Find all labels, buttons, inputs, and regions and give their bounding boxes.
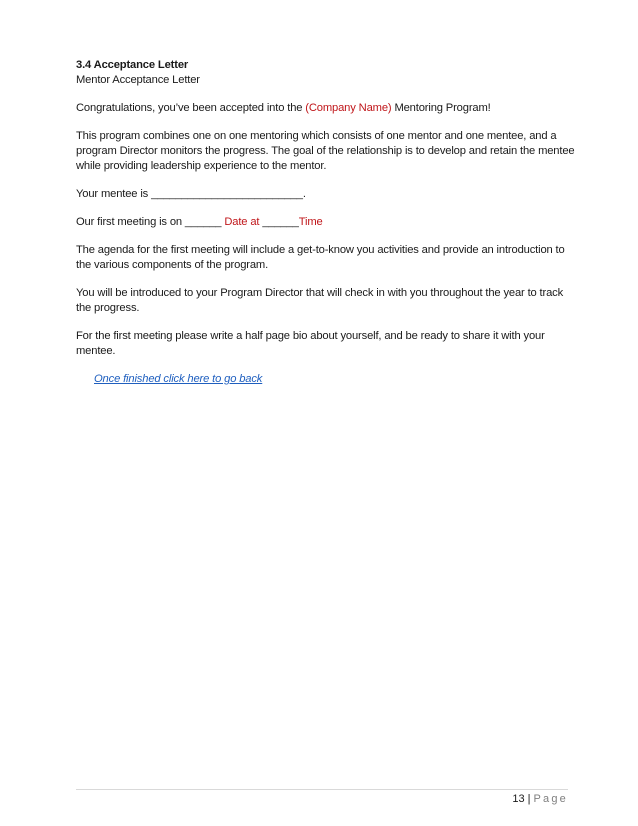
page-footer xyxy=(512,792,568,806)
page-number: 13 xyxy=(512,793,525,805)
go-back-link[interactable]: Once finished click here to go back xyxy=(94,373,263,385)
footer-separator: | xyxy=(527,793,531,805)
company-name-placeholder: (Company Name) xyxy=(305,102,392,114)
page-label: Page xyxy=(533,793,568,805)
meeting-blank: ______ xyxy=(259,216,299,228)
mentee-paragraph: Your mentee is _________________________. xyxy=(76,188,306,200)
congratulations-paragraph xyxy=(76,101,576,116)
agenda-paragraph: The agenda for the first meeting will include a get-to-know you activities and provide an introduction to the various components of the program. xyxy=(76,244,565,271)
page-content xyxy=(76,58,576,387)
program-name-text: Mentoring Program! xyxy=(391,102,491,114)
footer-divider xyxy=(76,789,568,790)
back-link-line xyxy=(76,372,576,387)
section-heading: 3.4 Acceptance Letter xyxy=(76,59,189,71)
meeting-time-placeholder: Time xyxy=(298,216,323,228)
meeting-text: Our first meeting is on ______ xyxy=(76,216,225,228)
first-meeting-paragraph xyxy=(76,215,576,230)
meeting-date-placeholder: Date at xyxy=(224,216,260,228)
program-description-paragraph: This program combines one on one mentoring which consists of one mentor and one mentee, and a program Director monitors the progress. The goal of the relationship is to develop and retain the mentee while providing leadership experience to the mentor. xyxy=(76,130,575,172)
section-subheading: Mentor Acceptance Letter xyxy=(76,74,200,86)
director-paragraph: You will be introduced to your Program Director that will check in with you throughout the year to track the progress. xyxy=(76,287,564,314)
congratulations-text: Congratulations, you’ve been accepted into the xyxy=(76,102,306,114)
bio-request-paragraph: For the first meeting please write a half page bio about yourself, and be ready to share it with your mentee. xyxy=(76,330,545,357)
